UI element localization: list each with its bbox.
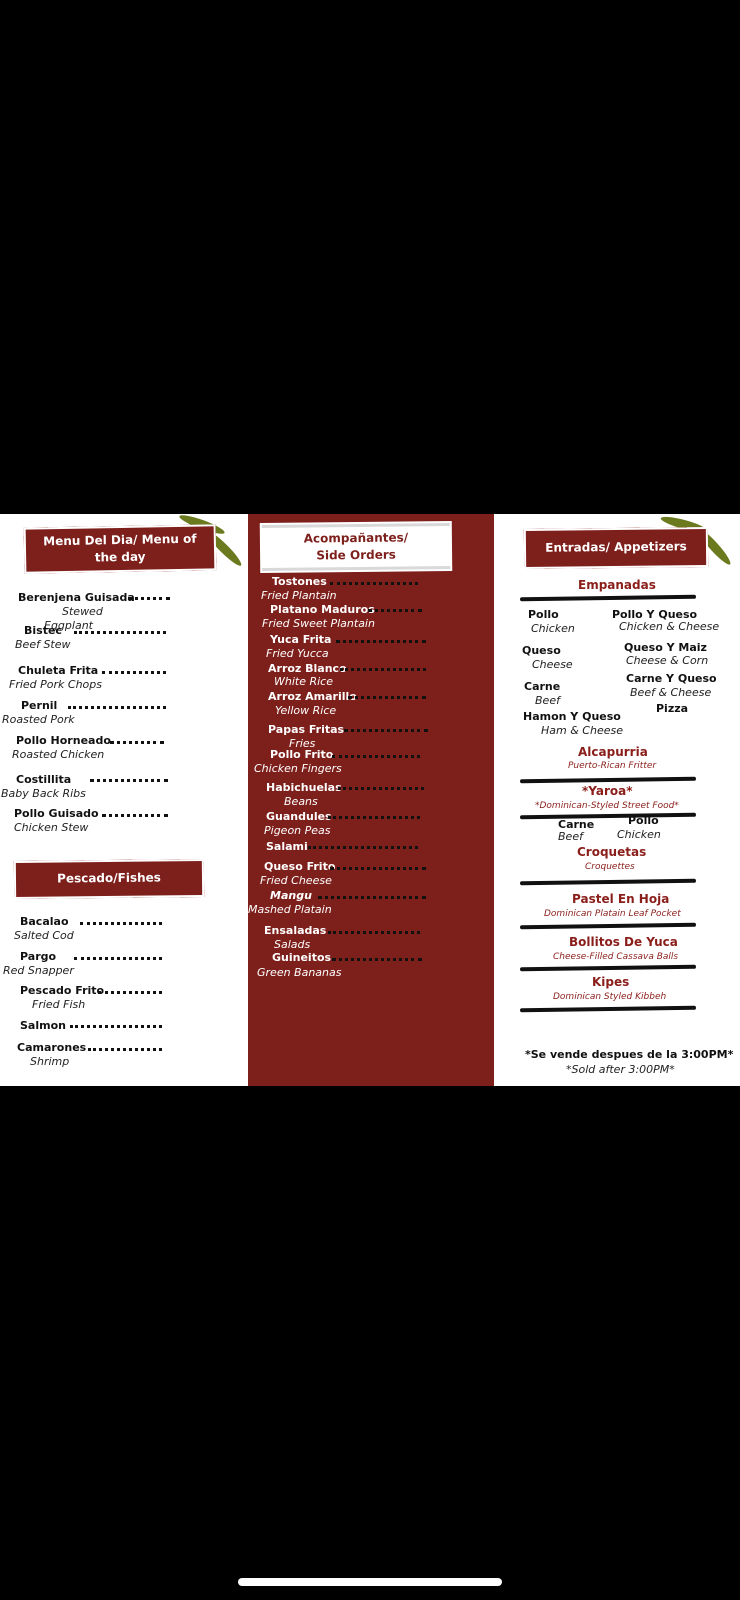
empanada-name: Queso Y Maiz <box>624 641 707 654</box>
brush-divider <box>520 965 696 971</box>
menu-item-desc: Fried Pork Chops <box>9 678 103 691</box>
bollitos-desc: Cheese-Filled Cassava Balls <box>553 952 679 962</box>
menu-item-desc: Beef Stew <box>15 638 71 651</box>
home-indicator[interactable] <box>238 1578 502 1586</box>
croquetas-desc: Croquettes <box>585 862 635 872</box>
menu-item-name: Guandules <box>266 810 332 823</box>
empanada-name: Pizza <box>656 702 689 715</box>
dot-leader <box>336 640 426 643</box>
yaroa-item-desc: Beef <box>558 830 583 843</box>
brush-divider <box>520 1006 696 1012</box>
menu-image <box>0 514 740 1086</box>
menu-item-desc: Fried Plantain <box>261 589 337 602</box>
menu-item-name: Platano Maduros <box>270 603 375 616</box>
menu-item-name: Mangu <box>270 889 312 902</box>
sold-after-note-en: *Sold after 3:00PM* <box>566 1063 675 1076</box>
acompanantes-title-line1: Acompañantes/ <box>303 530 409 546</box>
menu-item-name: Pargo <box>20 950 57 963</box>
yaroa-desc: *Dominican-Styled Street Food* <box>535 801 679 811</box>
menu-item-name: Ensaladas <box>264 924 327 937</box>
empanada-desc: Chicken & Cheese <box>619 620 720 633</box>
brush-divider <box>520 879 696 885</box>
menu-item-name: Bacalao <box>20 915 69 928</box>
empanada-desc: Beef <box>535 694 560 707</box>
kipes-desc: Dominican Styled Kibbeh <box>553 992 667 1002</box>
empanada-desc: Cheese & Corn <box>626 654 709 667</box>
dot-leader <box>332 755 420 758</box>
empanada-name: Carne <box>524 680 561 693</box>
dot-leader <box>308 846 418 849</box>
dot-leader <box>80 922 162 925</box>
side-orders-column <box>248 514 494 1086</box>
menu-item-name: Pescado Frito <box>20 984 105 997</box>
dot-leader <box>340 668 426 671</box>
empanadas-heading: Empanadas <box>578 578 656 592</box>
menu-item-name: Guineitos <box>272 951 332 964</box>
menu-item-name: Pollo Frito <box>270 748 334 761</box>
sold-after-note-es: *Se vende despues de la 3:00PM* <box>525 1048 734 1061</box>
croquetas-heading: Croquetas <box>577 845 647 859</box>
menu-item-desc: Chicken Stew <box>14 821 89 834</box>
dot-leader <box>318 896 426 899</box>
yaroa-item-desc: Chicken <box>617 828 661 841</box>
alcapurria-desc: Puerto-Rican Fritter <box>568 761 657 771</box>
dot-leader <box>330 582 418 585</box>
menu-item-name: Tostones <box>272 575 327 588</box>
dot-leader <box>74 631 166 634</box>
menu-item-desc: Roasted Pork <box>2 713 75 726</box>
empanada-desc: Cheese <box>532 658 573 671</box>
menu-item-desc: Shrimp <box>30 1055 70 1068</box>
pastel-desc: Dominican Platain Leaf Pocket <box>544 909 681 919</box>
menu-item-name: Pollo Horneado <box>16 734 111 747</box>
menu-del-dia-banner <box>24 524 217 573</box>
pescado-banner <box>14 859 204 899</box>
empanada-name: Pollo Y Queso <box>612 608 698 621</box>
entradas-title: Entradas/ Appetizers <box>545 539 687 556</box>
menu-item-desc: Fried Fish <box>32 998 86 1011</box>
dot-leader <box>90 779 168 782</box>
menu-item-name: Queso Frito <box>264 860 336 873</box>
menu-item-desc: Salted Cod <box>14 929 74 942</box>
menu-item-desc: Eggplant <box>44 619 93 632</box>
brush-divider <box>520 923 696 929</box>
dot-leader <box>128 597 170 600</box>
menu-item-desc: Yellow Rice <box>275 704 337 717</box>
dot-leader <box>328 931 420 934</box>
dot-leader <box>102 671 166 674</box>
dot-leader <box>332 958 422 961</box>
dot-leader <box>74 957 162 960</box>
dot-leader <box>68 706 166 709</box>
menu-item-name: Salami <box>266 840 308 853</box>
alcapurria-heading: Alcapurria <box>578 745 648 759</box>
dot-leader <box>110 741 164 744</box>
menu-item-desc: Fried Yucca <box>266 647 329 660</box>
menu-item-desc: White Rice <box>274 675 333 688</box>
dot-leader <box>348 696 426 699</box>
menu-item-name: Chuleta Frita <box>18 664 99 677</box>
yaroa-item-name: Carne <box>558 818 595 831</box>
menu-item-name: Arroz Amarillo <box>268 690 357 703</box>
acompanantes-title <box>304 529 409 565</box>
dot-leader <box>344 729 428 732</box>
menu-item-desc: Roasted Chicken <box>12 748 105 761</box>
empanada-desc: Beef & Cheese <box>630 686 712 699</box>
menu-del-dia-title: Menu Del Dia/ Menu of the day <box>43 531 197 565</box>
dot-leader <box>330 867 426 870</box>
menu-item-name: Pernil <box>21 699 58 712</box>
menu-item-desc: Chicken Fingers <box>254 762 342 775</box>
pastel-heading: Pastel En Hoja <box>572 892 670 906</box>
empanada-name: Hamon Y Queso <box>523 710 621 723</box>
yaroa-heading: *Yaroa* <box>582 784 633 798</box>
menu-item-name: Salmon <box>20 1019 66 1032</box>
menu-item-desc: Green Bananas <box>257 966 342 979</box>
empanada-name: Carne Y Queso <box>626 672 717 685</box>
empanada-desc: Ham & Cheese <box>541 724 623 737</box>
dot-leader <box>98 991 162 994</box>
dot-leader <box>102 814 168 817</box>
acompanantes-title-line2: Side Orders <box>316 547 396 563</box>
dot-leader <box>328 816 420 819</box>
menu-item-desc: Salads <box>274 938 311 951</box>
kipes-heading: Kipes <box>592 975 630 989</box>
menu-item-name: Berenjena Guisada <box>18 591 135 604</box>
brush-divider <box>520 813 696 819</box>
menu-item-desc: Pigeon Peas <box>264 824 331 837</box>
menu-item-desc: Fried Cheese <box>260 874 332 887</box>
menu-item-name: Pollo Guisado <box>14 807 99 820</box>
acompanantes-banner <box>262 523 450 571</box>
menu-item-name: Camarones <box>17 1041 87 1054</box>
menu-item-name: Yuca Frita <box>270 633 332 646</box>
pescado-title: Pescado/Fishes <box>57 870 161 886</box>
brush-divider <box>520 595 696 601</box>
dot-leader <box>88 1048 162 1051</box>
brush-divider <box>520 777 696 783</box>
menu-item-desc: Mashed Platain <box>248 903 332 916</box>
empanada-name: Queso <box>522 644 561 657</box>
menu-item-name: Habichuelas <box>266 781 342 794</box>
menu-item-desc: Fries <box>289 737 316 750</box>
menu-item-name: Costillita <box>16 773 72 786</box>
yaroa-item-name: Pollo <box>628 814 659 827</box>
menu-item-desc: Fried Sweet Plantain <box>262 617 375 630</box>
empanada-desc: Chicken <box>531 622 575 635</box>
bollitos-heading: Bollitos De Yuca <box>569 935 678 949</box>
menu-item-name: Papas Fritas <box>268 723 345 736</box>
menu-item-desc: Beans <box>284 795 318 808</box>
menu-item-desc: Stewed <box>62 605 103 618</box>
empanada-name: Pollo <box>528 608 559 621</box>
menu-item-name: Arroz Blanco <box>268 662 347 675</box>
dot-leader <box>70 1025 162 1028</box>
menu-item-desc: Red Snapper <box>3 964 74 977</box>
menu-item-name: Bistec <box>24 624 62 637</box>
menu-item-desc: Baby Back Ribs <box>1 787 86 800</box>
dot-leader <box>338 787 424 790</box>
dot-leader <box>368 609 422 612</box>
entradas-banner <box>524 527 708 569</box>
